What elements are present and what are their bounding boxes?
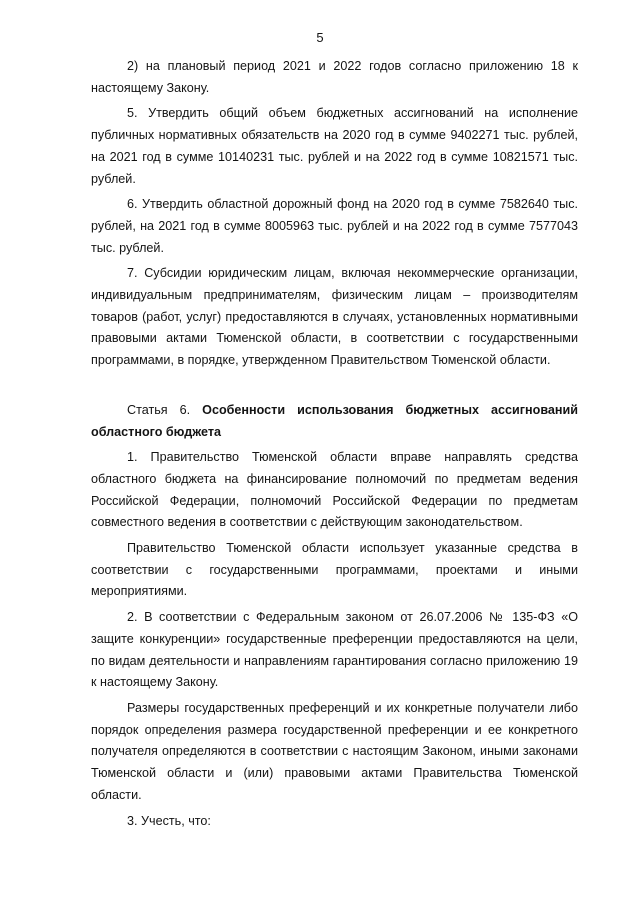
- paragraph-subitem-2: 2) на плановый период 2021 и 2022 годов согласно приложению 18 к настоящему Закону.: [91, 59, 578, 95]
- article-paragraph-2-continued: Размеры государственных преференций и их конкретные получатели либо порядок определения размера государственной преференции и ее конкретного получателя определяются в соответствии с настоящим Законом, иными законами Тюменской области и (или) правовыми актами Правительства Тюменской области.: [91, 700, 578, 802]
- article-label: Статья 6.: [127, 402, 191, 417]
- article-heading: [91, 400, 578, 443]
- document-body: [91, 56, 578, 832]
- article-paragraph-3: 3. Учесть, что:: [127, 813, 211, 828]
- paragraph-item-5: 5. Утвердить общий объем бюджетных ассигнований на исполнение публичных нормативных обязательств на 2020 год в сумме 9402271 тыс. рублей, на 2021 год в сумме 10140231 тыс. рублей и на 2022 год в сумме 10821571 тыс. рублей.: [91, 106, 578, 186]
- paragraph-item-6: 6. Утвердить областной дорожный фонд на 2020 год в сумме 7582640 тыс. рублей, на 2021 год в сумме 8005963 тыс. рублей и на 2022 год в сумме 7577043 тыс. рублей.: [91, 197, 578, 255]
- page-number: 5: [316, 30, 324, 45]
- paragraph-item-7: 7. Субсидии юридическим лицам, включая некоммерческие организации, индивидуальным предпринимателям, физическим лицам – производителям товаров (работ, услуг) предоставляются в случаях, установленных нормативными правовыми актами Тюменской области, в соответствии с государственными программами, в порядке, утвержденном Правительством Тюменской области.: [91, 266, 578, 368]
- article-paragraph-1-continued: Правительство Тюменской области использует указанные средства в соответствии с государственными программами, проектами и иными мероприятиями.: [91, 541, 578, 599]
- article-title: Особенности использования бюджетных ассигнований областного бюджета: [91, 402, 578, 439]
- article-paragraph-1: 1. Правительство Тюменской области вправе направлять средства областного бюджета на финансирование полномочий по предметам ведения Российской Федерации, полномочий Российской Федерации по предметам совместного ведения в соответствии с действующим законодательством.: [91, 450, 578, 530]
- article-paragraph-2: 2. В соответствии с Федеральным законом от 26.07.2006 № 135-ФЗ «О защите конкуренции» государственные преференции предоставляются на цели, по видам деятельности и направлениям гарантирования согласно приложению 19 к настоящему Закону.: [91, 610, 578, 690]
